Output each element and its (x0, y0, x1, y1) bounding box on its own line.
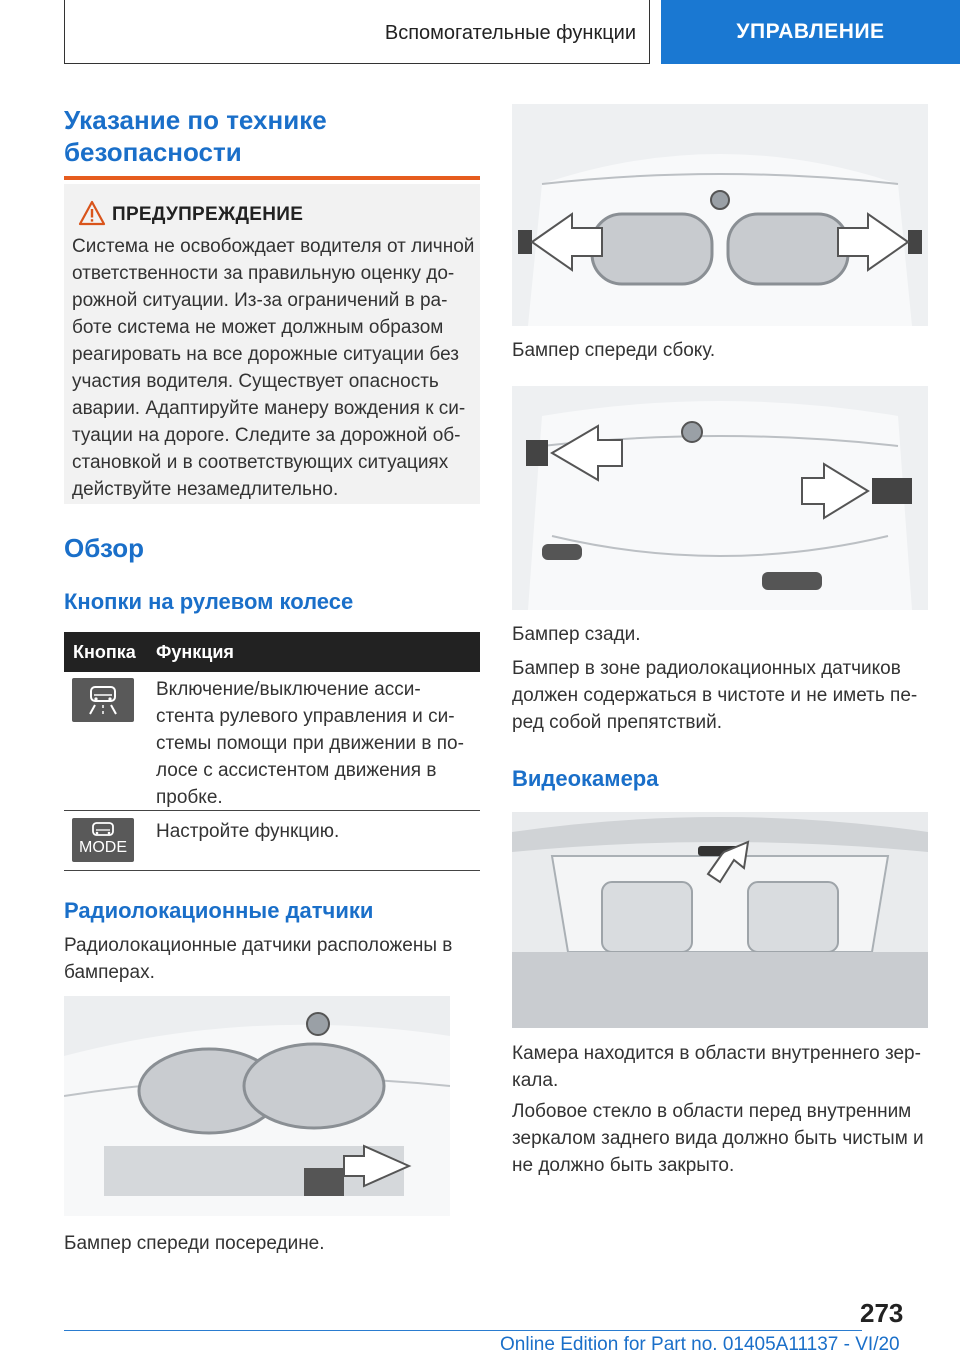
mode-icon-label: MODE (79, 839, 127, 856)
mode-button-icon (72, 818, 134, 862)
radar-note-line: Бампер в зоне радиолокационных датчиков (512, 658, 901, 679)
warning-triangle-icon (78, 200, 106, 226)
warning-accent-bar (64, 176, 480, 180)
rear-bumper-image (512, 386, 928, 610)
table-row-divider (64, 870, 480, 871)
camera-title: Видеокамера (512, 766, 659, 791)
camera-caption-line: Камера находится в области внутреннего зер- (512, 1043, 921, 1064)
driving-assistant-icon (72, 678, 134, 722)
camera-note-line: зеркалом заднего вида должно быть чистым и (512, 1128, 924, 1149)
radar-line: бамперах. (64, 962, 155, 983)
warning-line: ответственности за правильную оценку до- (72, 263, 455, 284)
camera-caption (512, 1040, 932, 1094)
camera-note-line: не должно быть закрыто. (512, 1155, 735, 1176)
warning-line: аварии. Адаптируйте манеру вождения к си- (72, 398, 466, 419)
caption-rear: Бампер сзади. (512, 624, 641, 645)
front-side-bumper-image (512, 104, 928, 326)
function-line: Включение/выключение асси- (156, 679, 421, 700)
warning-line: рожной ситуации. Из-за ограничений в ра- (72, 290, 448, 311)
footer-divider (64, 1330, 862, 1331)
warning-line: Система не освобождает водителя от личной (72, 236, 475, 257)
front-center-bumper-image (64, 996, 450, 1216)
warning-line: действуйте незамедлительно. (72, 479, 339, 500)
radar-title: Радиолокационные датчики (64, 898, 374, 923)
radar-note-line: ред собой препятствий. (512, 712, 722, 733)
col-button-header: Кнопка (73, 642, 136, 662)
page-number: 273 (860, 1298, 904, 1328)
warning-line: реагировать на все дорожные ситуации без (72, 344, 459, 365)
col-function-header: Функция (156, 642, 234, 662)
camera-note (512, 1098, 932, 1179)
radar-note-line: должен содержаться в чистоте и не иметь пе- (512, 685, 918, 706)
function-line: пробке. (156, 787, 223, 808)
radar-line: Радиолокационные датчики расположены в (64, 935, 453, 956)
function-line: Настройте функцию. (156, 821, 340, 842)
overview-title: Обзор (64, 533, 144, 563)
camera-caption-line: кала. (512, 1070, 559, 1091)
radar-note (512, 655, 932, 736)
function-line: стемы помощи при движении в по- (156, 733, 464, 754)
safety-heading (64, 104, 480, 168)
camera-location-image (512, 812, 928, 1028)
safety-title-line1: Указание по технике (64, 105, 327, 135)
table-header (64, 632, 480, 672)
header-chapter-tab[interactable]: УПРАВЛЕНИЕ (661, 0, 960, 64)
function-line: лосе с ассистентом движения в (156, 760, 437, 781)
header-section-title: Вспомогательные функции (384, 22, 636, 44)
steering-buttons-title: Кнопки на рулевом колесе (64, 589, 354, 614)
caption-front-side: Бампер спереди сбоку. (512, 340, 716, 361)
warning-text (72, 233, 476, 503)
warning-label: ПРЕДУПРЕЖДЕНИЕ (112, 204, 304, 225)
footer-edition[interactable]: Online Edition for Part no. 01405A11137 - VI/20 (500, 1334, 900, 1355)
warning-line: боте система не может должным образом (72, 317, 444, 338)
warning-line: становкой и в соответствующих ситуациях (72, 452, 449, 473)
safety-title-line2: безопасности (64, 137, 242, 167)
radar-intro (64, 932, 480, 986)
table-row-divider (64, 810, 480, 811)
table-row-function-1 (156, 676, 474, 811)
camera-note-line: Лобовое стекло в области перед внутренним (512, 1101, 912, 1122)
warning-line: туации на дороге. Следите за дорожной об- (72, 425, 461, 446)
warning-line: участия водителя. Существует опасность (72, 371, 439, 392)
caption-front-center: Бампер спереди посередине. (64, 1233, 325, 1254)
function-line: стента рулевого управления и си- (156, 706, 455, 727)
table-row-function-2 (156, 818, 474, 845)
